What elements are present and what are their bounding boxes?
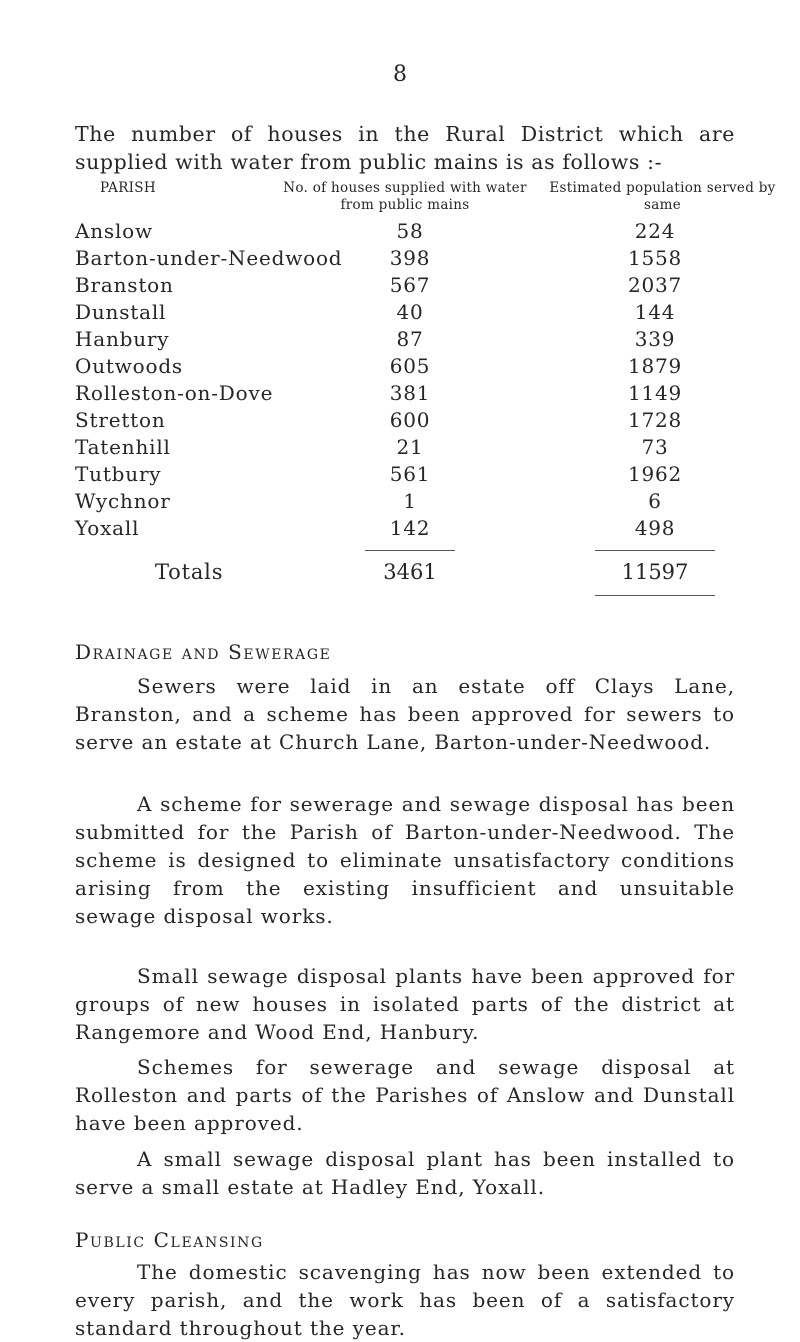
houses-count: 381 bbox=[389, 381, 431, 405]
totals-houses: 3461 bbox=[383, 560, 437, 584]
population-count: 73 bbox=[641, 435, 669, 459]
houses-count: 561 bbox=[389, 462, 431, 486]
houses-count: 58 bbox=[396, 219, 424, 243]
page-number: 8 bbox=[393, 62, 407, 87]
header-parish: PARISH bbox=[100, 180, 156, 196]
population-count: 1149 bbox=[627, 381, 683, 405]
table-row bbox=[0, 435, 800, 465]
cleansing-heading: Public Cleansing bbox=[75, 1228, 264, 1252]
table-row bbox=[0, 273, 800, 303]
parish-name: Yoxall bbox=[75, 516, 140, 540]
houses-count: 21 bbox=[396, 435, 424, 459]
population-sum-rule bbox=[595, 550, 715, 551]
table-row bbox=[0, 219, 800, 249]
table-row bbox=[0, 246, 800, 276]
table-row bbox=[0, 462, 800, 492]
parish-name: Rolleston-on-Dove bbox=[75, 381, 274, 405]
totals-population: 11597 bbox=[621, 560, 689, 584]
drainage-paragraph-2: A scheme for sewerage and sewage disposal has been submitted for the Parish of Barton-under-Needwood. The scheme is designed to eliminate unsatisfactory conditions arising from the existing insufficient and unsuitable sewage disposal works. bbox=[75, 792, 735, 928]
parish-name: Outwoods bbox=[75, 354, 183, 378]
drainage-paragraph-4: Schemes for sewerage and sewage disposal at Rolleston and parts of the Parishes of Anslow and Dunstall have been approved. bbox=[75, 1055, 735, 1135]
table-row bbox=[0, 516, 800, 546]
cleansing-paragraph: The domestic scavenging has now been extended to every parish, and the work has been of a satisfactory standard throughout the year. bbox=[75, 1260, 735, 1340]
houses-count: 1 bbox=[403, 489, 417, 513]
table-row bbox=[0, 300, 800, 330]
houses-count: 605 bbox=[389, 354, 431, 378]
table-row bbox=[0, 354, 800, 384]
population-count: 224 bbox=[634, 219, 676, 243]
houses-count: 567 bbox=[389, 273, 431, 297]
header-population: Estimated population served by same bbox=[549, 180, 776, 213]
houses-count: 87 bbox=[396, 327, 424, 351]
drainage-paragraph-1: Sewers were laid in an estate off Clays Lane, Branston, and a scheme has been approved for sewers to serve an estate at Church Lane, Barton-under-Needwood. bbox=[75, 674, 735, 754]
parish-name: Dunstall bbox=[75, 300, 167, 324]
parish-name: Stretton bbox=[75, 408, 166, 432]
population-count: 1962 bbox=[627, 462, 683, 486]
population-count: 1728 bbox=[627, 408, 683, 432]
population-count: 2037 bbox=[627, 273, 683, 297]
table-row bbox=[0, 408, 800, 438]
houses-count: 600 bbox=[389, 408, 431, 432]
population-count: 144 bbox=[634, 300, 676, 324]
drainage-paragraph-3: Small sewage disposal plants have been approved for groups of new houses in isolated parts of the district at Rangemore and Wood End, Hanbury. bbox=[75, 964, 735, 1044]
population-count: 1879 bbox=[627, 354, 683, 378]
parish-name: Branston bbox=[75, 273, 174, 297]
totals-label: Totals bbox=[155, 560, 224, 584]
parish-name: Hanbury bbox=[75, 327, 170, 351]
table-row bbox=[0, 489, 800, 519]
drainage-heading: Drainage and Sewerage bbox=[75, 640, 332, 664]
drainage-paragraph-5: A small sewage disposal plant has been installed to serve a small estate at Hadley End, Yoxall. bbox=[75, 1147, 735, 1199]
totals-underline bbox=[595, 595, 715, 596]
parish-name: Tatenhill bbox=[75, 435, 171, 459]
parish-name: Wychnor bbox=[75, 489, 171, 513]
houses-count: 142 bbox=[389, 516, 431, 540]
population-count: 1558 bbox=[627, 246, 683, 270]
header-houses: No. of houses supplied with water from public mains bbox=[283, 180, 527, 213]
intro-text: The number of houses in the Rural District which are supplied with water from public mains is as follows :- bbox=[75, 122, 735, 174]
houses-count: 40 bbox=[396, 300, 424, 324]
population-count: 339 bbox=[634, 327, 676, 351]
population-count: 6 bbox=[648, 489, 662, 513]
parish-name: Barton-under-Needwood bbox=[75, 246, 343, 270]
parish-name: Tutbury bbox=[75, 462, 162, 486]
parish-name: Anslow bbox=[75, 219, 153, 243]
houses-count: 398 bbox=[389, 246, 431, 270]
table-row bbox=[0, 327, 800, 357]
population-count: 498 bbox=[634, 516, 676, 540]
houses-sum-rule bbox=[365, 550, 455, 551]
table-row bbox=[0, 381, 800, 411]
